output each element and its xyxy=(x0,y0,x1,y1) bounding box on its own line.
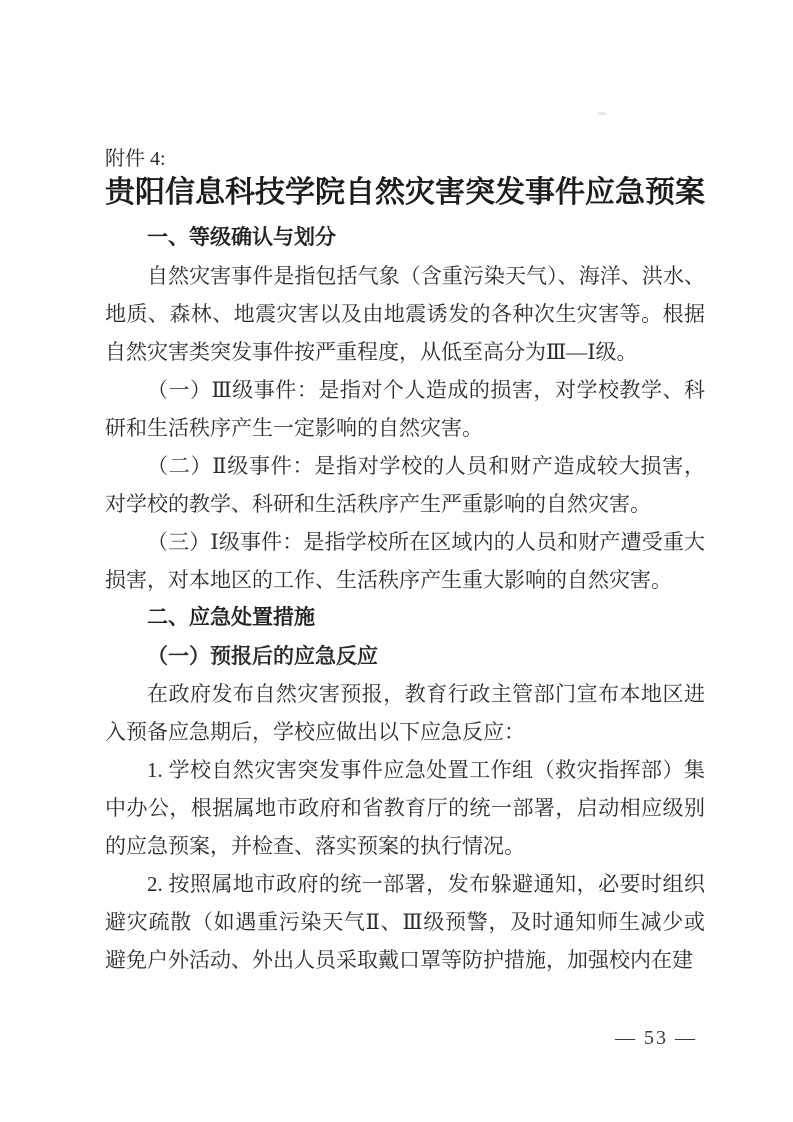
paragraph-item-2-evacuation: 2. 按照属地市政府的统一部署，发布躲避通知，必要时组织避灾疏散（如遇重污染天气Ⅱ、Ⅲ级预警，及时通知师生减少或避免户外活动、外出人员采取戴口罩等防护措施，加强校内在建 xyxy=(105,872,705,972)
document-content xyxy=(105,145,705,979)
section-heading-1: 一、等级确认与划分 xyxy=(147,226,336,249)
paragraph-government-forecast: 在政府发布自然灾害预报，教育行政主管部门宣布本地区进入预备应急期后，学校应做出以下应急反应： xyxy=(105,682,705,744)
paragraph-disaster-definition: 自然灾害事件是指包括气象（含重污染天气）、海洋、洪水、地质、森林、地震灾害以及由地震诱发的各种次生灾害等。根据自然灾害类突发事件按严重程度，从低至高分为Ⅲ—Ⅰ级。 xyxy=(105,264,705,364)
paragraph-level-2-event: （二）Ⅱ级事件：是指对学校的人员和财产造成较大损害，对学校的教学、科研和生活秩序产生严重影响的自然灾害。 xyxy=(105,454,705,516)
attachment-label: 附件 4: xyxy=(105,148,166,170)
scan-smudge xyxy=(597,112,607,115)
paragraph-item-1-workgroup: 1. 学校自然灾害突发事件应急处置工作组（救灾指挥部）集中办公，根据属地市政府和省教育厅的统一部署，启动相应级别的应急预案，并检查、落实预案的执行情况。 xyxy=(105,758,705,858)
section-heading-2: 二、应急处置措施 xyxy=(147,606,315,629)
paragraph-level-3-event: （一）Ⅲ级事件：是指对个人造成的损害，对学校教学、科研和生活秩序产生一定影响的自然灾害。 xyxy=(105,378,705,440)
document-title: 贵阳信息科技学院自然灾害突发事件应急预案 xyxy=(105,176,705,209)
page-number: — 53 — xyxy=(615,1027,697,1049)
sub-heading-forecast-response: （一）预报后的应急反应 xyxy=(147,644,378,668)
paragraph-level-1-event: （三）Ⅰ级事件：是指学校所在区域内的人员和财产遭受重大损害，对本地区的工作、生活秩序产生重大影响的自然灾害。 xyxy=(105,530,705,592)
